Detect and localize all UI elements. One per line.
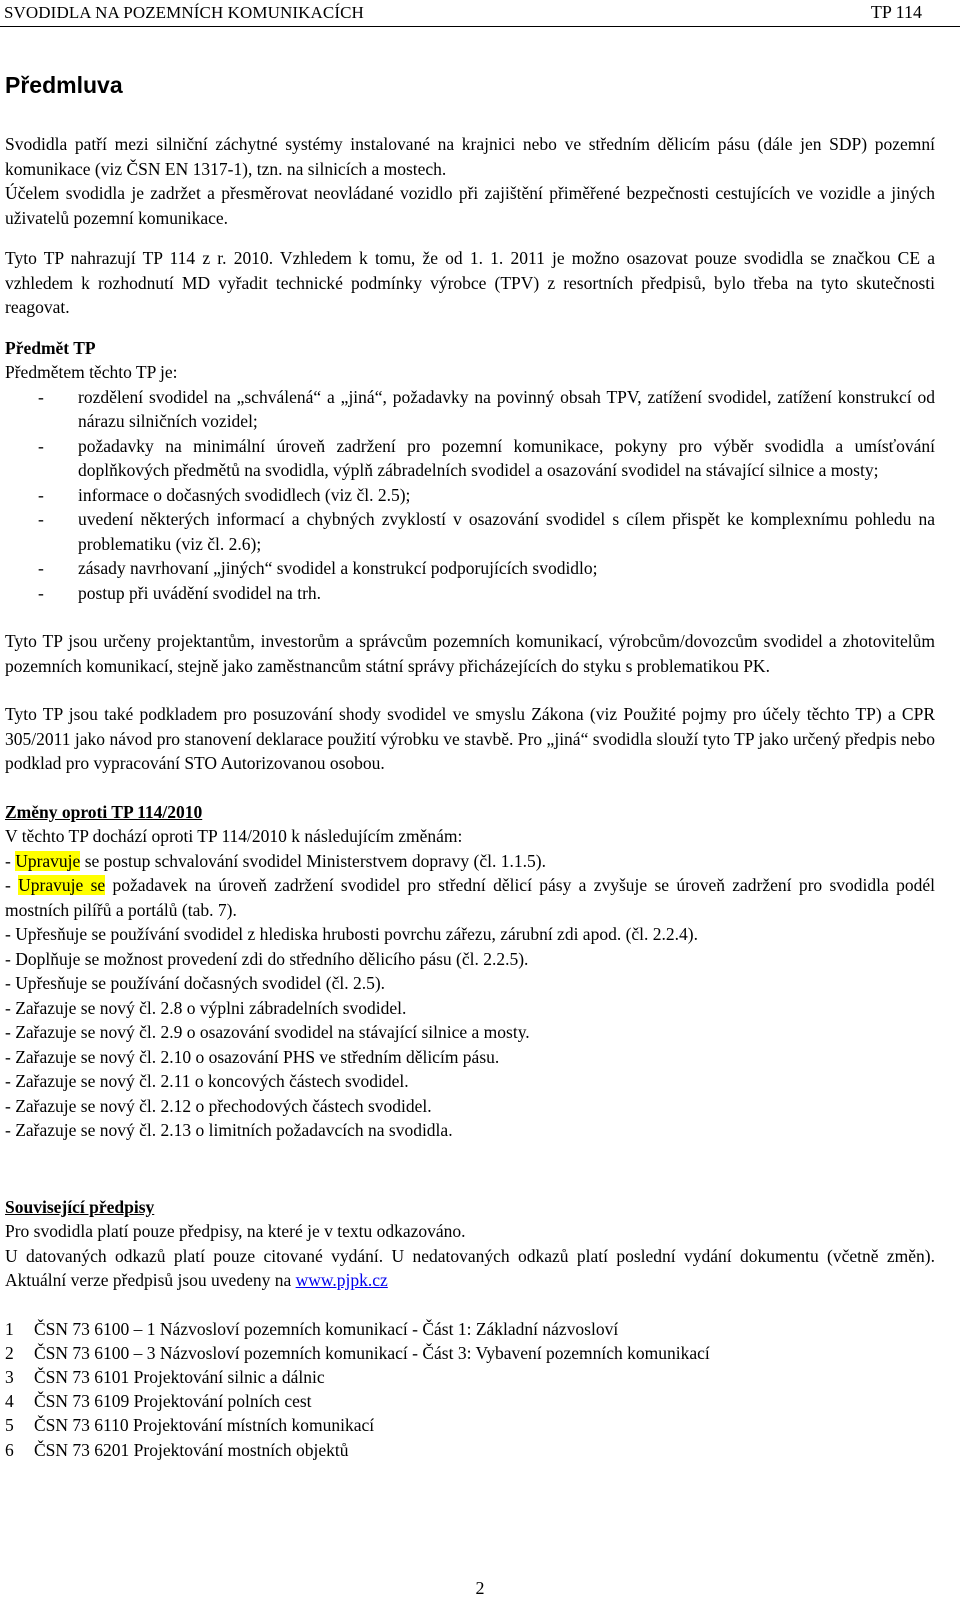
ref-text: ČSN 73 6100 – 1 Názvosloví pozemních komunikací - Část 1: Základní názvosloví [34,1318,619,1339]
changes-heading: Změny oproti TP 114/2010 [5,801,203,822]
change-item: - Zařazuje se nový čl. 2.9 o osazování svodidel na stávající silnice a mosty. [5,1022,530,1042]
change-item: - Doplňuje se možnost provedení zdi do středního dělicího pásu (čl. 2.2.5). [5,948,529,969]
list-item: - postup při uvádění svodidel na trh. [38,582,322,603]
highlighted-text: Upravuje se [18,875,106,895]
list-item-text: uvedení některých informací a chybných zvyklostí v osazování svodidel s cílem přispět ke komplexnímu pohledu na problematiku (viz čl. 2.6); [78,509,935,554]
header-doc-code: TP 114 [870,2,922,22]
list-item: - uvedení některých informací a chybných zvyklostí v osazování svodidel s cílem přispět ke komplexnímu pohledu na problematiku (viz čl. 2.6); [38,509,935,554]
change-item-text: požadavek na úroveň zadržení svodidel pro střední dělicí pásy a zvyšuje se úroveň zadržení pro svodidla podél mostních pilířů a portálů (tab. 7). [5,875,935,920]
change-item: - Zařazuje se nový čl. 2.11 o koncových částech svodidel. [5,1071,409,1091]
changes-section [5,800,935,1143]
intro-paragraph-2: Účelem svodidla je zadržet a přesměrovat neovládané vozidlo při zajištění přiměřené bezpečnosti cestujících ve vozidle a jiných uživatelů pozemní komunikace. [5,183,935,228]
change-item-text: se postup schvalování svodidel Ministerstvem dopravy (čl. 1.1.5). [80,850,546,871]
list-item [5,1317,935,1341]
ref-number: 2 [5,1342,14,1363]
reference-list [5,1317,935,1462]
change-item-text: Upřesňuje se používání svodidel z hlediska hrubosti povrchu zářezu, zárubní zdi apod. (čl. 2.2.4). [15,924,698,944]
ref-text: ČSN 73 6101 Projektování silnic a dálnic [34,1366,325,1387]
basis-paragraph: Tyto TP jsou také podkladem pro posuzování shody svodidel ve smyslu Zákona (viz Použité pojmy pro účely těchto TP) a CPR 305/2011 jako návod pro stanovení deklarace použití výrobku ve stavbě. Pro „jiná“ svodidla slouží tyto TP jako určený předpis nebo podklad pro vypracování STO Autorizovanou osobou. [5,704,935,773]
related-line-2 [5,1244,935,1293]
page-header [0,0,960,27]
ref-number: 5 [5,1415,14,1436]
change-item-text: Zařazuje se nový čl. 2.12 o přechodových částech svodidel. [15,1095,432,1116]
page-number: 2 [475,1578,485,1598]
list-item [5,1413,935,1437]
change-item-text: Upřesňuje se používání dočasných svodidel (čl. 2.5). [15,973,386,993]
list-item: - rozdělení svodidel na „schválená“ a „jiná“, požadavky na povinný obsah TPV, zatížení svodidel, zatížení konstrukcí od nárazu silničních vozidel; [38,386,935,431]
audience-paragraph: Tyto TP jsou určeny projektantům, investorům a správcům pozemních komunikací, výrobcům/dovozcům svodidel a zhotovitelům pozemních komunikací, stejně jako zaměstnancům státní správy přicházejících do styku s problematikou PK. [5,631,935,676]
change-item: - Zařazuje se nový čl. 2.13 o limitních požadavcích na svodidla. [5,1120,453,1140]
change-item-text: Zařazuje se nový čl. 2.9 o osazování svodidel na stávající silnice a mosty. [15,1022,530,1042]
change-item-text: Zařazuje se nový čl. 2.11 o koncových částech svodidel. [15,1071,409,1091]
change-item: - Upravuje se postup schvalování svodidel Ministerstvem dopravy (čl. 1.1.5). [5,850,546,871]
replaces-paragraph: Tyto TP nahrazují TP 114 z r. 2010. Vzhledem k tomu, že od 1. 1. 2011 je možno osazovat pouze svodidla se značkou CE a vzhledem k rozhodnutí MD vyřadit technické podmínky výrobce (TPV) z resortních předpisů, bylo třeba na tyto skutečnosti reagovat. [5,248,935,317]
ref-number: 6 [5,1439,14,1460]
list-item: - zásady navrhovaní „jiných“ svodidel a konstrukcí podporujících svodidlo; [38,558,598,578]
change-item: - Upravuje se požadavek na úroveň zadržení svodidel pro střední dělicí pásy a zvyšuje se úroveň zadržení pro svodidla podél mostních pilířů a portálů (tab. 7). [5,875,935,920]
ref-text: ČSN 73 6201 Projektování mostních objektů [34,1439,349,1460]
related-line-2-text: U datovaných odkazů platí pouze citované vydání. U nedatovaných odkazů platí poslední vydání dokumentu (včetně změn). Aktuální verze předpisů jsou uvedeny na [5,1245,935,1290]
ref-text: ČSN 73 6100 – 3 Názvosloví pozemních komunikací - Část 3: Vybavení pozemních komunikací [34,1342,710,1363]
change-item: - Upřesňuje se používání dočasných svodidel (čl. 2.5). [5,973,386,993]
header-title: SVODIDLA NA POZEMNÍCH KOMUNIKACÍCH [4,3,364,22]
list-item: - požadavky na minimální úroveň zadržení pro pozemní komunikace, pokyny pro výběr svodidla a umísťování doplňkových předmětů na svodidla, výplň zábradelních svodidel a osazování svodidel na stávající silnice a mosty; [38,435,935,480]
change-item: - Zařazuje se nový čl. 2.8 o výplni zábradelních svodidel. [5,997,407,1018]
list-item: - informace o dočasných svodidlech (viz čl. 2.5); [38,484,411,505]
list-item [5,1365,935,1389]
changes-lead: V těchto TP dochází oproti TP 114/2010 k následujícím změnám: [5,826,463,846]
list-item-text: informace o dočasných svodidlech (viz čl. 2.5); [78,484,411,505]
pjpk-link[interactable]: www.pjpk.cz [295,1270,388,1290]
change-item: - Zařazuje se nový čl. 2.10 o osazování PHS ve středním dělicím pásu. [5,1046,500,1067]
page-title: Předmluva [5,72,123,98]
highlighted-text: Upravuje [15,850,81,871]
list-item-text: požadavky na minimální úroveň zadržení pro pozemní komunikace, pokyny pro výběr svodidla a umísťování doplňkových předmětů na svodidla, výplň zábradelních svodidel a osazování svodidel na stávající silnice a mosty; [78,435,935,480]
main-content [5,132,935,1462]
ref-number: 1 [5,1318,14,1339]
ref-number: 3 [5,1366,14,1387]
change-item: - Upřesňuje se používání svodidel z hlediska hrubosti povrchu zářezu, zárubní zdi apod. (čl. 2.2.4). [5,924,698,944]
change-item-text: Zařazuje se nový čl. 2.10 o osazování PHS ve středním dělicím pásu. [15,1046,500,1067]
subject-heading: Předmět TP [5,337,96,358]
list-item [5,1389,935,1413]
change-item-text: Zařazuje se nový čl. 2.8 o výplni zábradelních svodidel. [15,997,407,1018]
intro-paragraph-1: Svodidla patří mezi silniční záchytné systémy instalované na krajnici nebo ve středním dělicím pásu (dále jen SDP) pozemní komunikace (viz ČSN EN 1317-1), tzn. na silnicích a mostech. [5,134,935,179]
list-item-text: zásady navrhovaní „jiných“ svodidel a konstrukcí podporujících svodidlo; [78,558,598,578]
subject-lead: Předmětem těchto TP je: [5,362,178,382]
list-item-text: postup při uvádění svodidel na trh. [78,582,322,603]
change-item-text: Doplňuje se možnost provedení zdi do středního dělicího pásu (čl. 2.2.5). [15,948,529,969]
ref-text: ČSN 73 6109 Projektování polních cest [34,1391,312,1412]
ref-number: 4 [5,1391,14,1412]
list-item [5,1438,935,1462]
change-item: - Zařazuje se nový čl. 2.12 o přechodových částech svodidel. [5,1095,432,1116]
subject-list [5,385,935,606]
list-item-text: rozdělení svodidel na „schválená“ a „jiná“, požadavky na povinný obsah TPV, zatížení svodidel, zatížení konstrukcí od nárazu silničních vozidel; [78,386,935,431]
list-item [5,1341,935,1365]
ref-text: ČSN 73 6110 Projektování místních komunikací [34,1415,375,1436]
related-heading: Související předpisy [5,1196,155,1217]
related-line-1: Pro svodidla platí pouze předpisy, na které je v textu odkazováno. [5,1221,466,1241]
change-item-text: Zařazuje se nový čl. 2.13 o limitních požadavcích na svodidla. [15,1120,453,1140]
